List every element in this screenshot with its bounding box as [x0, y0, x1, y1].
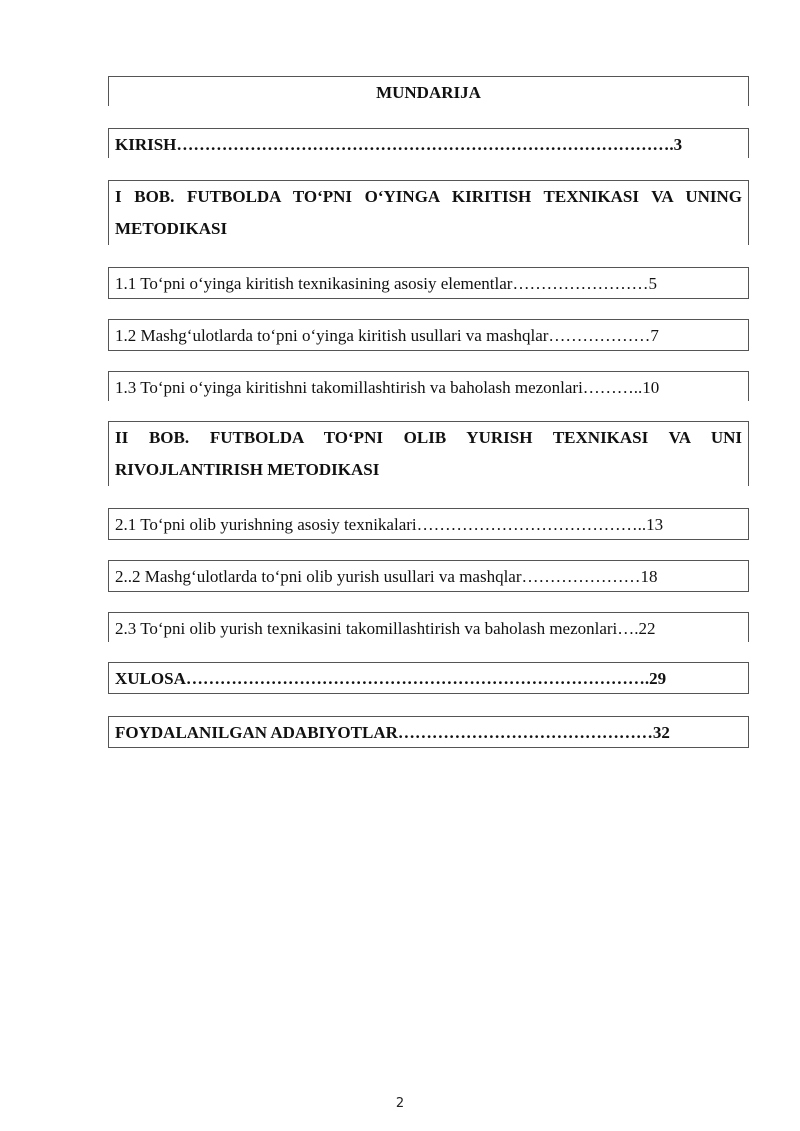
toc-title: MUNDARIJA: [108, 76, 749, 106]
table-of-contents: [108, 76, 749, 748]
toc-entry-adabiyotlar: FOYDALANILGAN ADABIYOTLAR………………………………………32: [108, 716, 749, 748]
toc-entry-2-2: 2..2 Mashg‘ulotlarda to‘pni olib yurish usullari va mashqlar…………………18: [108, 560, 749, 592]
toc-entry-2-3: 2.3 To‘pni olib yurish texnikasini takomillashtirish va baholash mezonlari….22: [108, 612, 749, 642]
page-number: 2: [395, 1096, 405, 1111]
toc-entry-1-3: 1.3 To‘pni o‘yinga kiritishni takomillashtirish va baholash mezonlari………..10: [108, 371, 749, 401]
toc-entry-2-1: 2.1 To‘pni olib yurishning asosiy texnikalari…………………………………..13: [108, 508, 749, 540]
toc-entry-xulosa: XULOSA……………………………………………………………………….29: [108, 662, 749, 694]
toc-chapter-2: II BOB. FUTBOLDA TO‘PNI OLIB YURISH TEXNIKASI VA UNI RIVOJLANTIRISH METODIKASI: [108, 421, 749, 486]
toc-entry-1-1: 1.1 To‘pni o‘yinga kiritish texnikasining asosiy elementlar……………………5: [108, 267, 749, 299]
toc-entry-kirish: KIRISH…………………………………………………………………………….3: [108, 128, 749, 158]
toc-chapter-1: I BOB. FUTBOLDA TO‘PNI O‘YINGA KIRITISH TEXNIKASI VA UNING METODIKASI: [108, 180, 749, 245]
toc-entry-1-2: 1.2 Mashg‘ulotlarda to‘pni o‘yinga kiritish usullari va mashqlar………………7: [108, 319, 749, 351]
